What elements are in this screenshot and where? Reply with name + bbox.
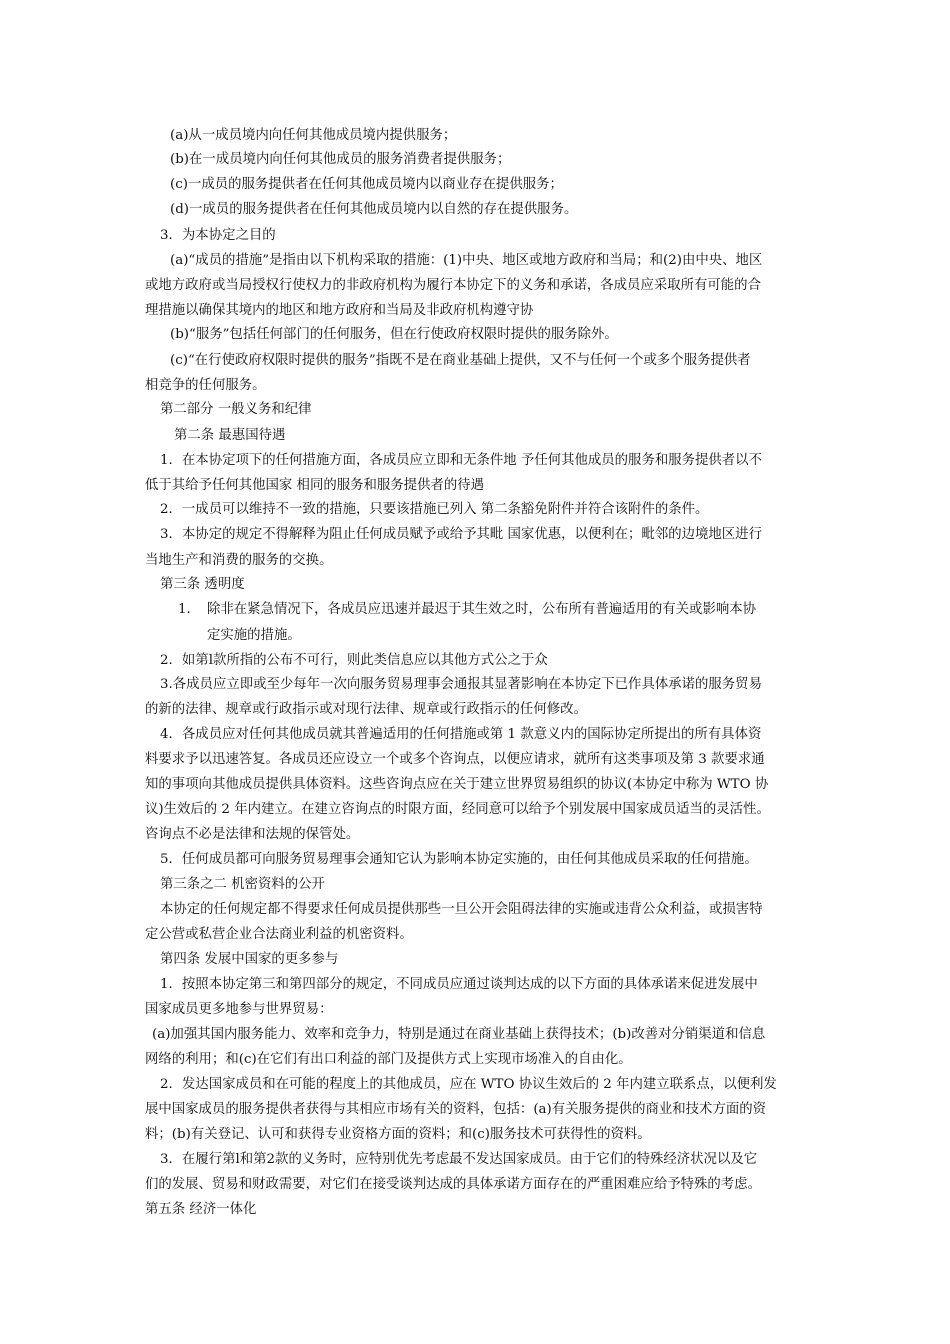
text-line: 料；(b)有关登记、认可和获得专业资格方面的资料；和(c)服务技术可获得性的资料。 [145,1127,651,1142]
text-line: (a)加强其国内服务能力、效率和竞争力，特别是通过在商业基础上获得技术；(b)改善对分销渠道和信息 [152,1027,766,1042]
text-line: 网络的利用；和(c)在它们有出口利益的部门及提供方式上实现市场准入的自由化。 [145,1052,632,1067]
text-line: 2．发达国家成员和在可能的程度上的其他成员，应在 WTO 协议生效后的 2 年内建立联系点，以便利发 [160,1077,777,1092]
text-line: 的新的法律、规章或行政指示或对现行法律、规章或行政指示的任何修改。 [145,702,587,717]
text-line: 3．本协定的规定不得解释为阻止任何成员赋予或给予其毗 国家优惠，以便利在；毗邻的边境地区进行 [160,527,762,542]
section-heading: 第二部分 一般义务和纪律 [160,402,312,417]
text-line: 5．任何成员都可向服务贸易理事会通知它认为影响本协定实施的，由任何其他成员采取的任何措施。 [160,852,758,867]
article-heading: 第四条 发展中国家的更多参与 [160,952,339,967]
article-heading: 第三条 透明度 [160,577,245,592]
text-line: (c)“在行使政府权限时提供的服务”指既不是在商业基础上提供，又不与任何一个或多个服务提供者 [170,353,751,368]
text-line: 本协定的任何规定都不得要求任何成员提供那些一旦公开会阻碍法律的实施或违背公众利益，或损害特 [160,902,763,917]
article-heading: 第三条之二 机密资料的公开 [160,877,325,892]
text-line: 咨询点不必是法律和法规的保管处。 [145,827,360,842]
text-line: 料要求予以迅速答复。各成员还应设立一个或多个咨询点，以便应请求，就所有这类事项及第 3 款要求通 [145,752,765,767]
text-line: (d)一成员的服务提供者在任何其他成员境内以自然的存在提供服务。 [170,202,578,217]
text-line: 2．如第l款所指的公布不可行，则此类信息应以其他方式公之于众 [160,653,548,668]
text-line: 1．按照本协定第三和第四部分的规定，不同成员应通过谈判达成的以下方面的具体承诺来促进发展中 [160,977,758,992]
text-line: 3．为本协定之目的 [160,228,276,243]
text-line: 定实施的措施。 [207,628,301,643]
text-line: (a)“成员的措施”是指由以下机构采取的措施：(1)中央、地区或地方政府和当局；和(2)由中央、地区 [170,253,763,268]
text-line: 低于其给予任何其他国家 相同的服务和服务提供者的待遇 [145,478,485,493]
text-line: (b)“服务”包括任何部门的任何服务，但在行使政府权限时提供的服务除外。 [170,327,618,342]
text-line: 议)生效后的 2 年内建立。在建立咨询点的时限方面，经同意可以给予个别发展中国家成员适当的灵活性。 [145,802,770,817]
text-line: (c)一成员的服务提供者在任何其他成员境内以商业存在提供服务； [170,177,563,192]
text-line: (a)从一成员境内向任何其他成员境内提供服务； [170,128,457,143]
article-heading: 第五条 经济一体化 [145,1202,257,1217]
text-line: 当地生产和消费的服务的交换。 [145,553,333,568]
text-line: 定公营或私营企业合法商业利益的机密资料。 [145,927,413,942]
text-line: 们的发展、贸易和财政需要，对它们在接受谈判达成的具体承诺方面存在的严重困难应给予特殊的考虑。 [145,1177,761,1192]
text-line: (b)在一成员境内向任何其他成员的服务消费者提供服务； [170,152,511,167]
text-line: 1．在本协定项下的任何措施方面，各成员应立即和无条件地 予任何其他成员的服务和服务提供者以不 [160,453,762,468]
article-heading: 第二条 最惠国待遇 [174,428,286,443]
text-line: 知的事项向其他成员提供具体资料。这些咨询点应在关于建立世界贸易组织的协议(本协定中称为 WTO 协 [145,777,769,792]
text-line: 除非在紧急情况下，各成员应迅速并最迟于其生效之时，公布所有普遍适用的有关或影响本协 [207,602,757,617]
text-line: 2．一成员可以维持不一致的措施，只要该措施已列入 第二条豁免附件并符合该附件的条件。 [160,502,709,517]
text-line: 展中国家成员的服务提供者获得与其相应市场有关的资料，包括：(a)有关服务提供的商业和技术方面的资 [145,1102,767,1117]
list-number: 1． [178,602,200,617]
text-line: 4．各成员应对任何其他成员就其普遍适用的任何措施或第 1 款意义内的国际协定所提出的所有具体资 [160,727,762,742]
text-line: 3.各成员应立即或至少每年一次向服务贸易理事会通报其显著影响在本协定下已作具体承诺的服务贸易 [160,677,762,692]
text-line: 国家成员更多地参与世界贸易： [145,1002,333,1017]
text-line: 3．在履行第l和第2款的义务时，应特别优先考虑最不发达国家成员。由于它们的特殊经济状况以及它 [160,1152,758,1167]
text-line: 相竞争的任何服务。 [145,378,266,393]
text-line: 或地方政府或当局授权行使权力的非政府机构为履行本协定下的义务和承诺，各成员应采取所有可能的合 [145,278,761,293]
text-line: 理措施以确保其境内的地区和地方政府和当局及非政府机构遵守协 [145,303,534,318]
